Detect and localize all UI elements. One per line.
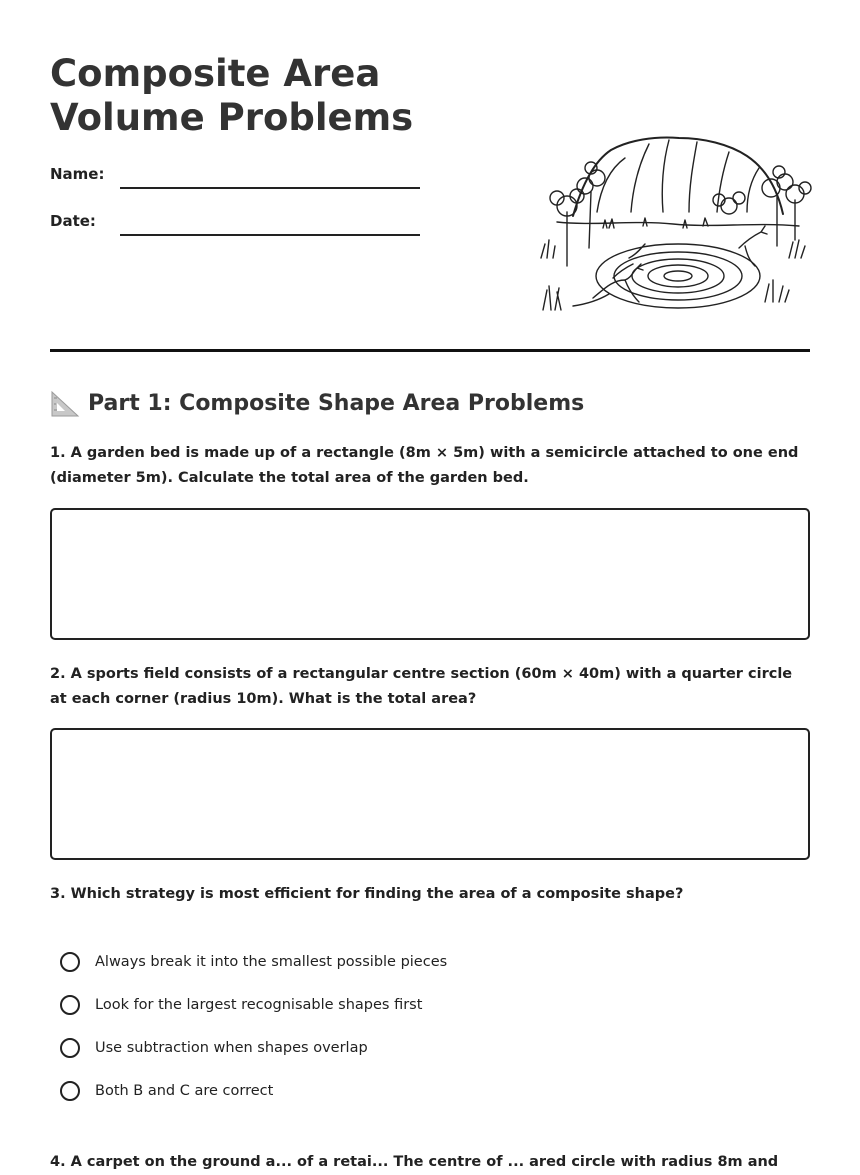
- question-3-option-c[interactable]: [60, 1035, 368, 1061]
- question-1: 1. A garden bed is made up of a rectangle (8m × 5m) with a semicircle attached to one end (diameter 5m). Calculate the total area of the garden bed.: [50, 445, 799, 486]
- section-1-heading: [50, 386, 584, 420]
- name-label: Name:: [50, 165, 105, 183]
- page-title: Composite Area Volume Problems: [50, 52, 414, 139]
- question-3-option-a[interactable]: [60, 949, 447, 975]
- question-2-answer-box[interactable]: [50, 728, 810, 860]
- date-field[interactable]: [120, 234, 420, 236]
- question-2: 2. A sports field consists of a rectangular centre section (60m × 40m) with a quarter circle at each corner (radius 10m). What is the total area?: [50, 666, 793, 707]
- radio-button[interactable]: [60, 1081, 80, 1101]
- outback-waterhole-illustration: [533, 128, 813, 318]
- set-square-icon: [50, 388, 80, 418]
- question-3-option-b[interactable]: [60, 992, 422, 1018]
- question-1-answer-box[interactable]: [50, 508, 810, 640]
- date-label: Date:: [50, 212, 96, 230]
- radio-button[interactable]: [60, 995, 80, 1015]
- name-field[interactable]: [120, 187, 420, 189]
- section-1-title: Part 1: Composite Shape Area Problems: [88, 390, 585, 416]
- question-4: 4. A carpet on the ground a... of a retai... The centre of ... ared circle with radius 8m and: [50, 1154, 779, 1170]
- question-3-option-d[interactable]: [60, 1078, 273, 1104]
- header-divider: [50, 349, 810, 352]
- option-label: Always break it into the smallest possible pieces: [95, 954, 448, 970]
- question-3: 3. Which strategy is most efficient for finding the area of a composite shape?: [50, 886, 684, 902]
- option-label: Look for the largest recognisable shapes first: [95, 997, 423, 1013]
- option-label: Use subtraction when shapes overlap: [95, 1040, 368, 1056]
- option-label: Both B and C are correct: [95, 1083, 274, 1099]
- radio-button[interactable]: [60, 952, 80, 972]
- radio-button[interactable]: [60, 1038, 80, 1058]
